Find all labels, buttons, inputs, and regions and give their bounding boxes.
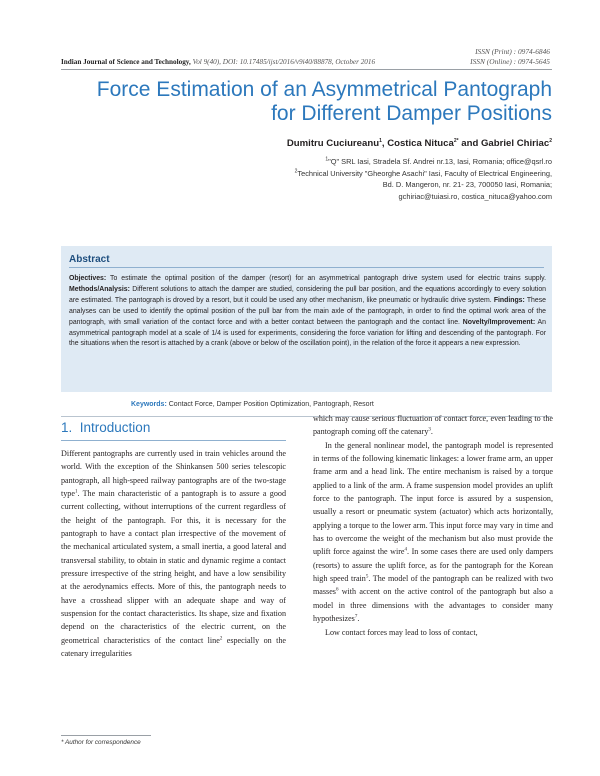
keywords bbox=[131, 401, 374, 408]
novelty-label: Novelty/Improvement: bbox=[462, 318, 536, 326]
novelty-text: An asymmetrical pantograph model at a scale of 1/4 is used for experiments, considering the force variation for lifting and descending of the pantograph. For the situations when the resort is attached by a crank (above or below of the oscillation point), in the relation of the force it appears a new expression. bbox=[69, 318, 546, 348]
abstract-rule bbox=[69, 267, 544, 268]
affiliation-2: $^2$Technical University "Gheorghe Asachi" Iasi, Faculty of Electrical Engineering, bbox=[294, 168, 552, 178]
author-2: Costica Nituca bbox=[387, 138, 454, 149]
objectives-label: Objectives: bbox=[69, 275, 107, 282]
objectives-text: To estimate the optimal position of the damper (resort) for an asymmetrical pantograph drive system used for electric trains supply. bbox=[106, 275, 546, 282]
journal-citation bbox=[61, 58, 521, 66]
keywords-label: Keywords: bbox=[131, 401, 167, 408]
section-title: Introduction bbox=[79, 420, 151, 435]
methods-text: Different solutions to attach the damper are studied, considering the pull bar position, and the equations accordingly to every solution are estimated. The pantograph is droved by a resort, but it could be used any other mechanism, like pneumatic or hydraulic drive system. bbox=[69, 285, 546, 304]
citation: 5 bbox=[365, 574, 369, 580]
footnote-rule bbox=[61, 735, 151, 736]
abstract-box bbox=[61, 246, 552, 392]
footnote-correspondence: * Author for correspondence bbox=[61, 739, 141, 746]
citation: 6 bbox=[335, 587, 339, 593]
author-3: Gabriel Chiriac bbox=[480, 138, 550, 149]
paper-title-line-1: Force Estimation of an Asymmetrical Pantograph bbox=[96, 78, 552, 101]
paragraph: which may cause serious fluctuation of contact force, even leading to the pantograph coming off the catenary$^3$. bbox=[313, 414, 553, 437]
findings-text: These analyses can be used to identify the optimal position of the pull bar from the main axle of the pantograph, in order to find the optimal work area of the pantograph, with small variation of the contact force and with a better contact between the pantograph and the contact line. bbox=[69, 296, 546, 326]
citation: 4 bbox=[404, 547, 408, 553]
citation: 1 bbox=[74, 489, 78, 495]
findings-label: Findings: bbox=[493, 296, 525, 304]
paragraph: Different pantographs are currently used in train vehicles around the world. With the exception of the Shinkansen 500 series telescopic pantograph, all high-speed railway pantographs are of the two-stage type$^1$. The main characteristic of a pantograph is to assure a good current collecting, without interruptions of the current regardless of the height of the pantograph. For this, it is necessary for the pantograph to have a contact plan irrespective of the movement of the mechanical articulated system, a small inertia, a good lateral and transversal stability, to obtain in static and dynamic regime a contact pressure irrespective of the string height, and have a low sensibility at the aerodynamics effects. More of this, the pantograph needs to have a crosshead slipper with an adequate shape and way of suspension for the contact characteristics. Its shape, size and fixation depend on the characteristics of the electric current, on the geometrical characteristics of the contact line$^2$ especially on the catenary irregularities bbox=[61, 449, 286, 659]
section-rule bbox=[61, 440, 286, 441]
journal-name: Indian Journal of Science and Technology, bbox=[61, 58, 191, 66]
body-column-right bbox=[313, 412, 553, 639]
methods-label: Methods/Analysis: bbox=[69, 285, 130, 293]
section-number: 1. bbox=[61, 420, 73, 435]
author-2-affil: 2* bbox=[453, 137, 459, 144]
citation: 7 bbox=[354, 614, 358, 620]
paragraph: Low contact forces may lead to loss of contact, bbox=[325, 627, 478, 637]
header-rule bbox=[61, 69, 552, 70]
affiliation-2-address: Bd. D. Mangeron, nr. 21- 23, 700050 Iasi, Romania; bbox=[382, 180, 552, 190]
section-heading-introduction bbox=[61, 420, 150, 435]
issn-online: ISSN (Online) : 0974-5645 bbox=[470, 57, 550, 66]
paper-title-line-2: for Different Damper Positions bbox=[271, 102, 552, 125]
author-1-affil: 1 bbox=[379, 137, 382, 144]
body-column-left bbox=[61, 447, 286, 661]
journal-details: Vol 9(40), DOI: 10.17485/ijst/2016/v9i40/88878, October 2016 bbox=[192, 58, 376, 66]
author-1: Dumitru Cuciureanu bbox=[286, 138, 380, 149]
contact-emails: gchiriac@tuiasi.ro, costica_nituca@yahoo.com bbox=[398, 191, 552, 201]
author-3-affil: 2 bbox=[549, 137, 552, 144]
paper-title bbox=[61, 78, 552, 126]
abstract-heading: Abstract bbox=[69, 254, 110, 265]
keywords-text: Contact Force, Damper Position Optimization, Pantograph, Resort bbox=[166, 401, 374, 408]
citation: 3 bbox=[428, 427, 431, 433]
paragraph: In the general nonlinear model, the pantograph model is represented in terms of the following kinematic linkages: a lower frame arm, an upper frame arm and a head link. The entire mechanism is raised by a torque applied to a link of the arm. A frame suspension model provides an uplift force to the pantograph. The input force is assured by a suspension, usually a resort or pneumatic system (actuator) which acts horizontally, applying a torque to the lower arm. This input force may vary in time and has to overcome the weight of the mechanism but also must provide the uplift force against the wire$^4$. In some cases there are used only dampers (resorts) to assure the uplift force, as for the pantograph for the Korean high speed train$^5$. The model of the pantograph can be realized with two masses$^6$ with accent on the active control of the pantograph but also a model in three dimensions with the advantages to consider many hypothesizes$^7$. bbox=[313, 440, 553, 624]
affiliation-1: $^1$"Q" SRL Iasi, Stradela Sf. Andrei nr.13, Iasi, Romania; office@qsrl.ro bbox=[325, 156, 552, 166]
citation: 2 bbox=[219, 636, 223, 642]
author-separator-1: , bbox=[381, 138, 388, 149]
affiliations bbox=[132, 156, 552, 202]
issn-print: ISSN (Print) : 0974-6846 bbox=[475, 47, 550, 56]
abstract-text bbox=[69, 274, 546, 350]
author-list bbox=[287, 138, 552, 149]
author-separator-2: and bbox=[458, 138, 481, 149]
